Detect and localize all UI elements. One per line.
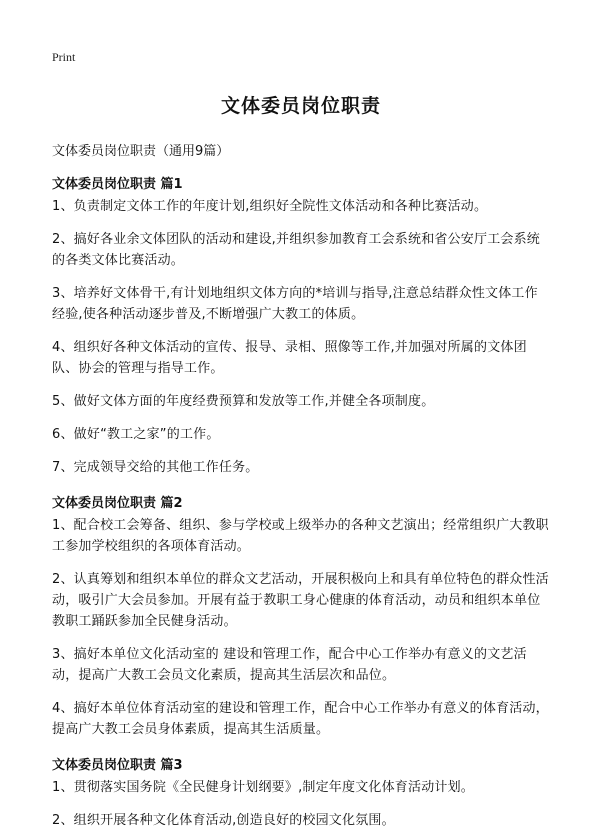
paragraph: 1、贯彻落实国务院《全民健身计划纲要》,制定年度文化体育活动计划。 xyxy=(52,780,475,795)
paragraph: 7、完成领导交给的其他工作任务。 xyxy=(52,460,259,475)
print-link[interactable]: Print xyxy=(52,50,76,64)
section-heading: 文体委员岗位职责 篇1 xyxy=(52,177,183,192)
section-3 xyxy=(52,754,550,831)
section-heading: 文体委员岗位职责 篇2 xyxy=(52,496,183,511)
paragraph: 2、组织开展各种文化体育活动,创造良好的校园文化氛围。 xyxy=(52,813,395,828)
section-1 xyxy=(52,173,550,478)
paragraph: 4、组织好各种文体活动的宣传、报导、录相、照像等工作,并加强对所属的文体团队、协会的管理与指导工作。 xyxy=(52,340,527,376)
document-subtitle: 文体委员岗位职责（通用9篇） xyxy=(52,144,230,159)
section-heading: 文体委员岗位职责 篇3 xyxy=(52,758,183,773)
paragraph: 1、配合校工会筹备、组织、参与学校或上级举办的各种文艺演出；经常组织广大教职工参加学校组织的各项体育活动。 xyxy=(52,518,549,554)
paragraph: 3、搞好本单位文化活动室的 建设和管理工作，配合中心工作举办有意义的文艺活动，提高广大教工会员文化素质，提高其生活层次和品位。 xyxy=(52,647,527,683)
paragraph: 2、搞好各业余文体团队的活动和建设,并组织参加教育工会系统和省公安厅工会系统的各类文体比赛活动。 xyxy=(52,232,541,268)
paragraph: 6、做好“教工之家”的工作。 xyxy=(52,427,220,442)
page-title: 文体委员岗位职责 xyxy=(220,95,381,117)
paragraph: 3、培养好文体骨干,有计划地组织文体方向的*培训与指导,注意总结群众性文体工作经验,使各种活动逐步普及,不断增强广大教工的体质。 xyxy=(52,286,538,322)
paragraph: 4、搞好本单位体育活动室的建设和管理工作，配合中心工作举办有意义的体育活动，提高广大教工会员身体素质，提高其生活质量。 xyxy=(52,701,549,737)
paragraph: 5、做好文体方面的年度经费预算和发放等工作,并健全各项制度。 xyxy=(52,394,435,409)
section-2 xyxy=(52,492,550,740)
paragraph: 1、负责制定文体工作的年度计划,组织好全院性文体活动和各种比赛活动。 xyxy=(52,199,488,214)
paragraph: 2、认真筹划和组织本单位的群众文艺活动，开展积极向上和具有单位特色的群众性活动，吸引广大会员参加。开展有益于教职工身心健康的体育活动，动员和组织本单位教职工踊跃参加全民健身活动。 xyxy=(52,572,549,629)
